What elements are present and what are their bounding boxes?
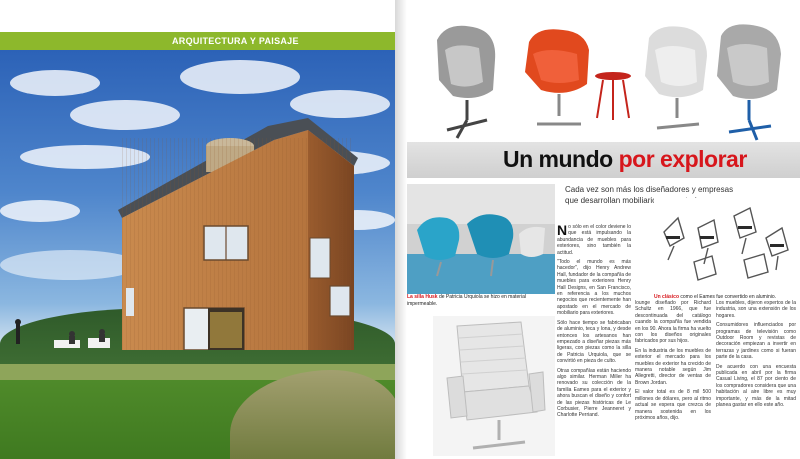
- article-title: [503, 146, 747, 173]
- article-column-2: [635, 300, 711, 424]
- col2-paragraph-1: lounge diseñado por Richard Schultz en 1966, que fue descontinuada del catálogo cuando la compañía fue vendida en los 90. Ahora la firma ha vuelto con los diseños originales fabricados por sus hijos.: [635, 300, 711, 345]
- col3-paragraph-1: Los muebles, dijeron expertos de la industria, son una extensión de los hogares.: [716, 300, 796, 319]
- col2-paragraph-2: En la industria de los muebles de exterior el mercado para los muebles de exterior ha crecido de manera notable según Jim Allegretti, director de ventas de Brown Jordan.: [635, 347, 711, 386]
- drop-cap: N: [557, 222, 568, 238]
- left-page: [0, 0, 395, 459]
- pool-photo-caption: [407, 294, 555, 308]
- title-main: Un mundo: [503, 146, 613, 172]
- article-column-1: [557, 224, 631, 422]
- title-accent: por explorar: [618, 146, 747, 172]
- col3-paragraph-2: Consumidores influenciados por programas de televisión como Outdoor Room y revistas de decoración empiezan a invertir en terrazas y jardines como si fueran parte de la casa.: [716, 322, 796, 361]
- chairs-caption-rest: como el Eames fue convertido en aluminio.: [680, 294, 777, 300]
- col1-paragraph-3: Sólo hace tiempo se fabricaban de aluminio, teca y lona, y desde entonces los artesanos han empezado a diseñar piezas más ligeras, con piezas como la silla de Patricia Urquiola, que se convirtió en pieza de culto.: [557, 319, 631, 365]
- chairs-caption-lead: Un clásico: [654, 294, 680, 300]
- house-photo: [0, 50, 395, 459]
- right-page: [407, 0, 800, 459]
- people-on-lawn: [10, 318, 120, 358]
- section-label: ARQUITECTURA Y PAISAJE: [172, 36, 299, 46]
- col2-paragraph-3: El valor total es de 8 mil 500 millones de dólares, pero al ritmo actual se espera que crezca de manera sostenida en los próximos años, dijo.: [635, 389, 711, 421]
- wooden-house: [118, 118, 358, 350]
- chairs-hero-photo: [417, 20, 800, 150]
- article-column-3: [716, 300, 796, 412]
- pool-chairs-photo: [407, 184, 555, 294]
- pool-caption-lead: La silla Husk: [407, 294, 438, 300]
- col3-paragraph-3: De acuerdo con una encuesta publicada en abril por la firma Casual Living, el 87 por ciento de los compradores considera que una habitación al aire libre es muy importante, y más de la mitad planea gastar en ello este año.: [716, 363, 796, 409]
- col1-paragraph-4: Otras compañías están haciendo algo similar. Herman Miller ha renovado su colección de la familia Eames para el exterior y ahora buscan el diseño y confort de las piezas históricas de Le Corbusier, Pierre Jeanneret y Charlotte Perriand.: [557, 367, 631, 419]
- pool-caption-rest: de Patricia Urquiola se hizo en material impermeable.: [407, 294, 526, 307]
- col1-paragraph-1: No sólo en el color deviene lo que está impulsando la abundancia de muebles para exteriores, sino también la actitud.: [557, 222, 631, 256]
- lounge-chair-photo: [433, 316, 555, 456]
- page-gutter: [395, 0, 407, 459]
- article-subtitle: Cada vez son más los diseñadores y empresas que desarrollan mobiliario para exteriores: [565, 185, 734, 205]
- eames-chairs-photo: [654, 198, 800, 288]
- col1-paragraph-2: "Todo el mundo es más hacedor", dijo Henry Andrew Hall, fundador de la compañía de muebles para exteriores Henry Hall Designs, en San Francisco, en referencia a los muchos negocios que recientemente han apostado en el mercado de mobiliario para exteriores.: [557, 259, 631, 317]
- section-bar: [0, 32, 395, 50]
